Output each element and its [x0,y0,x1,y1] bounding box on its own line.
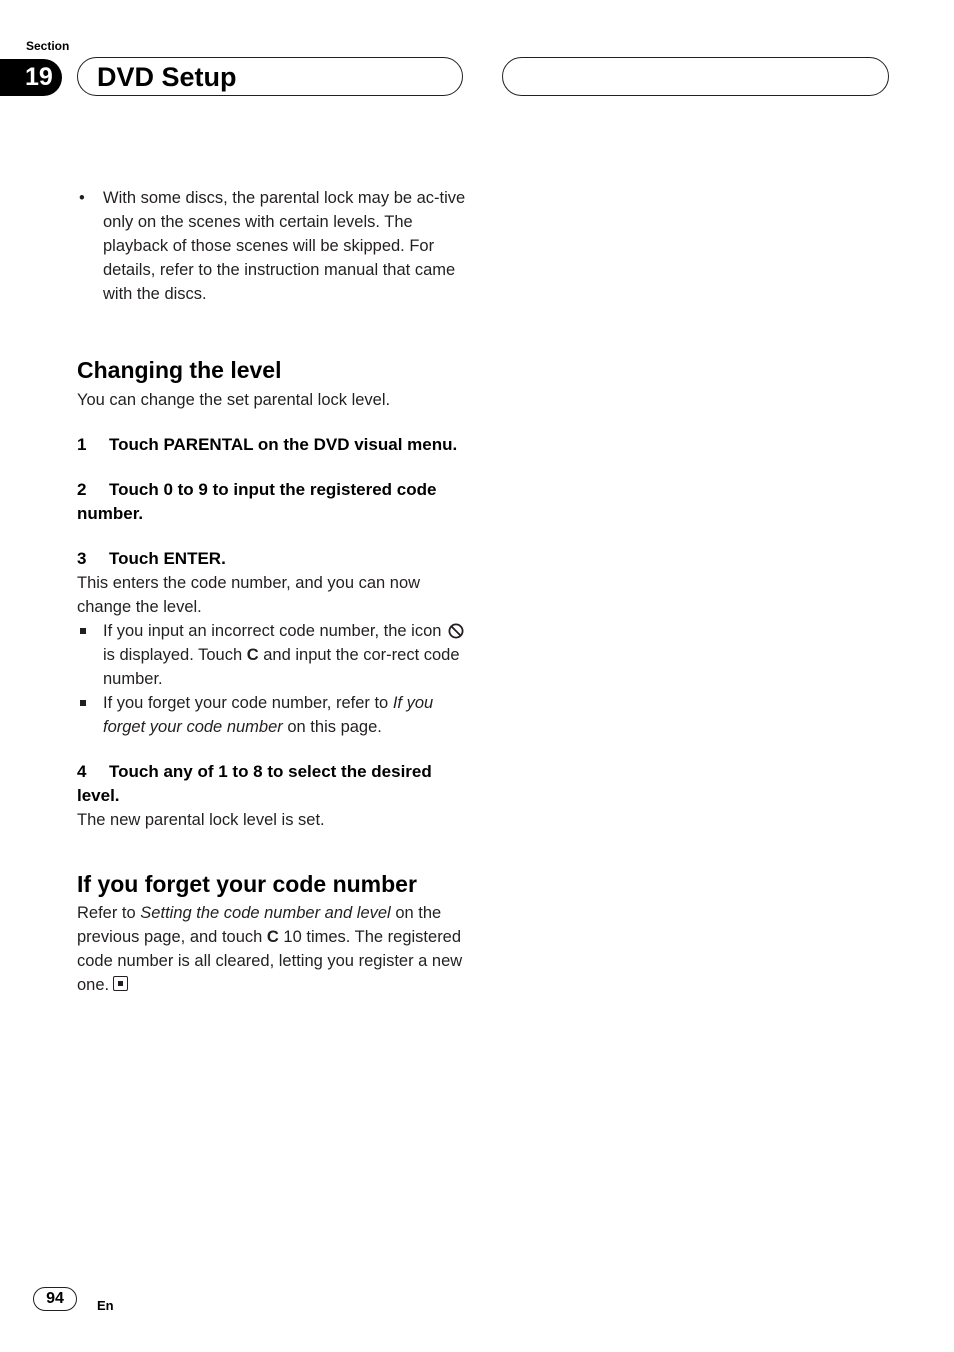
forget-c-key: C [266,928,279,946]
step-3-description: This enters the code number, and you can now change the level. [77,574,421,616]
title-frame [77,57,463,96]
forget-p2: on the previous page, and touch [77,904,442,946]
note1-part2: is displayed. Touch [103,646,243,664]
forget-italic-ref: Setting the code number and level [140,904,391,922]
note2-link-italic: If you forget your code number [103,694,434,736]
intro-bullet-text: With some discs, the parental lock may be ac-tive only on the scenes with certain levels. The playback of those scenes will be skipped. For details, refer to the instruction manual that came with the discs. [103,189,466,303]
language-label: En [97,1298,114,1313]
note-square-icon [80,628,86,634]
step-3 [77,547,467,571]
note1-c-key: C [246,646,259,664]
step-2 [77,478,467,526]
section-number-tab: 19 [0,59,62,96]
note-square-icon [80,700,86,706]
note1-part3: and input the cor-rect code number. [103,646,460,688]
step-3-number: 3 [77,549,87,568]
heading-forget-code: If you forget your code number [77,871,417,897]
page-number: 94 [33,1287,77,1311]
step-2-text: Touch 0 to 9 to input the registered code number. [77,480,437,523]
main-column [77,186,467,997]
prohibit-icon [448,623,464,639]
step-1 [77,433,467,457]
note1-part1: If you input an incorrect code number, the icon [103,622,442,640]
page-title: DVD Setup [97,62,237,92]
note-forget-code [77,691,467,739]
changing-level-intro: You can change the set parental lock level. [77,391,391,409]
forget-p1: Refer to [77,904,136,922]
end-of-section-icon [113,976,128,991]
step-4-number: 4 [77,762,87,781]
step-4-text: Touch any of 1 to 8 to select the desired level. [77,762,432,805]
section-label: Section [26,39,70,53]
step-4 [77,760,467,808]
forget-p3: 10 times. The registered code number is all cleared, letting you register a new one. [77,928,463,994]
bullet-dot-icon: • [79,189,85,207]
note2-part2: on this page. [287,718,382,736]
heading-changing-level: Changing the level [77,357,282,383]
step-2-number: 2 [77,480,87,499]
step-1-text: Touch PARENTAL on the DVD visual menu. [109,435,458,454]
intro-bullet [77,186,467,306]
forget-code-paragraph [77,901,467,997]
step-1-number: 1 [77,435,87,454]
step-4-description: The new parental lock level is set. [77,811,325,829]
step-3-text: Touch ENTER. [109,549,226,568]
note2-part1: If you forget your code number, refer to [103,694,389,712]
note-incorrect-code [77,619,467,691]
right-header-frame [502,57,889,96]
